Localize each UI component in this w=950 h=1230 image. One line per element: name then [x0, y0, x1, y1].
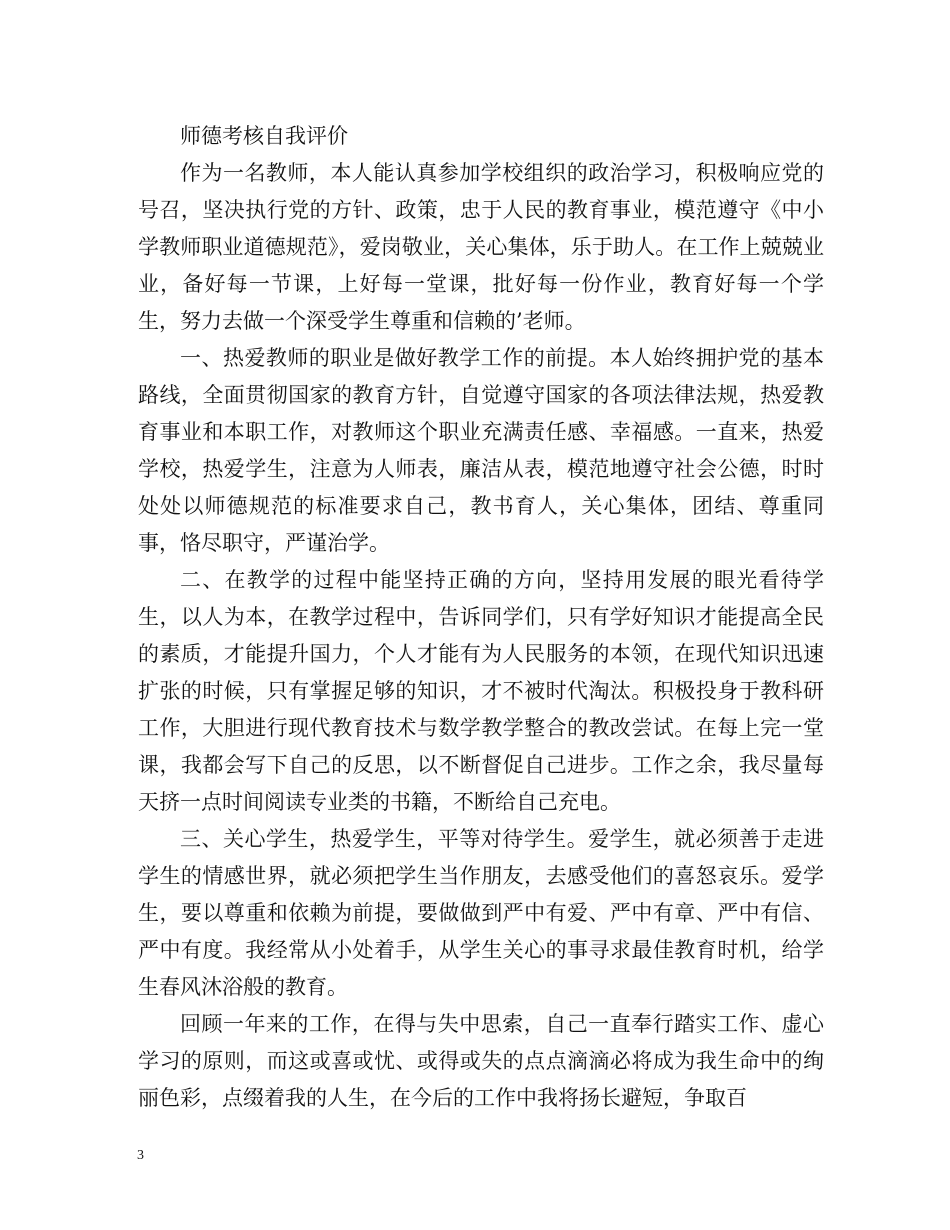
paragraph-intro: 作为一名教师，本人能认真参加学校组织的政治学习，积极响应党的号召，坚决执行党的方针、政策，忠于人民的教育事业，模范遵守《中小学教师职业道德规范》，爱岗敬业，关心集体，乐于助人。在工作上兢兢业业，备好每一节课，上好每一堂课，批好每一份作业，教育好每一个学生，努力去做一个深受学生尊重和信赖的’老师。: [138, 161, 824, 333]
page-number: 3: [137, 1148, 144, 1163]
paragraph-section-1: 一、热爱教师的职业是做好教学工作的前提。本人始终拥护党的基本路线，全面贯彻国家的教育方针，自觉遵守国家的各项法律法规，热爱教育事业和本职工作，对教师这个职业充满责任感、幸福感。一直来，热爱学校，热爱学生，注意为人师表，廉洁从表，模范地遵守社会公德，时时处处以师德规范的标准要求自己，教书育人，关心集体，团结、尊重同事，恪尽职守，严谨治学。: [138, 346, 824, 555]
document-title: 师德考核自我评价: [180, 124, 348, 148]
document-body: [138, 118, 824, 1117]
paragraph-review: 回顾一年来的工作，在得与失中思索，自己一直奉行踏实工作、虚心学习的原则，而这或喜或忧、或得或失的点点滴滴必将成为我生命中的绚丽色彩，点缀着我的人生，在今后的工作中我将扬长避短，争取百: [138, 1012, 824, 1110]
paragraph-section-3: 三、关心学生，热爱学生，平等对待学生。爱学生，就必须善于走进学生的情感世界，就必须把学生当作朋友，去感受他们的喜怒哀乐。爱学生，要以尊重和依赖为前提，要做做到严中有爱、严中有章、严中有信、严中有度。我经常从小处着手，从学生关心的事寻求最佳教育时机，给学生春风沐浴般的教育。: [138, 827, 824, 999]
paragraph-section-2: 二、在教学的过程中能坚持正确的方向，坚持用发展的眼光看待学生，以人为本，在教学过程中，告诉同学们，只有学好知识才能提高全民的素质，才能提升国力，个人才能有为人民服务的本领，在现代知识迅速扩张的时候，只有掌握足够的知识，才不被时代淘汰。积极投身于教科研工作，大胆进行现代教育技术与数学教学整合的教改尝试。在每上完一堂课，我都会写下自己的反思，以不断督促自己进步。工作之余，我尽量每天挤一点时间阅读专业类的书籍，不断给自己充电。: [138, 568, 824, 814]
